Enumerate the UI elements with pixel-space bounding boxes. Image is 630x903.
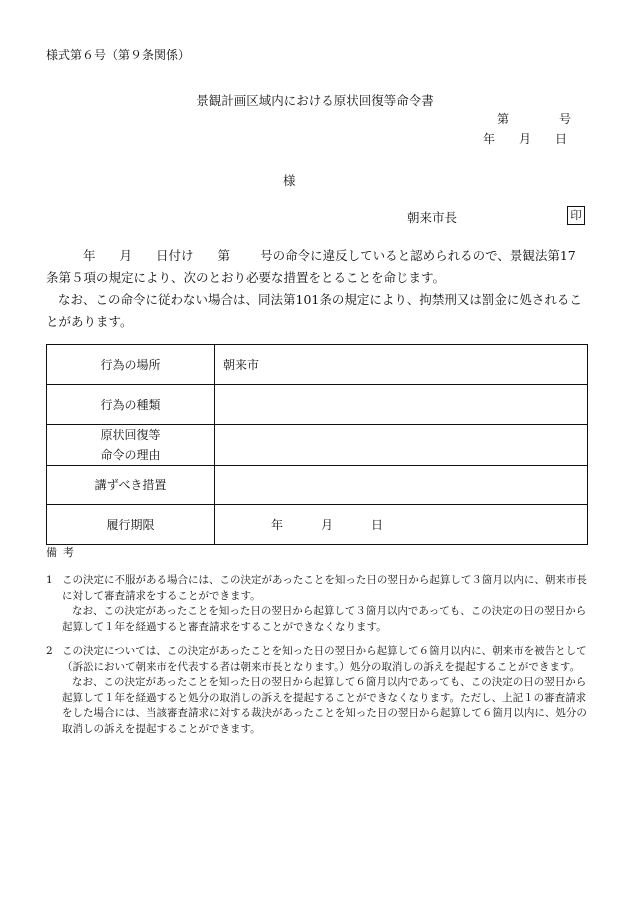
place-value: 朝来市 bbox=[215, 345, 588, 385]
order-year: 年 bbox=[83, 248, 96, 263]
place-label: 行為の場所 bbox=[47, 345, 215, 385]
reason-value bbox=[215, 425, 588, 466]
order-paragraph bbox=[46, 245, 586, 289]
document-title: 景観計画区域内における原状回復等命令書 bbox=[196, 93, 434, 108]
date-day: 日 bbox=[555, 132, 568, 146]
remark-paragraph: この決定に不服がある場合には、この決定があったことを知った日の翌日から起算して３箇月以内に、朝来市長に対して審査請求をすることができます。 bbox=[62, 574, 587, 602]
document-number-suffix: 号 bbox=[559, 112, 572, 126]
table-row bbox=[47, 385, 588, 425]
remark-number: 2 bbox=[46, 645, 53, 657]
addressee-honorific: 様 bbox=[283, 173, 296, 188]
order-table bbox=[46, 344, 588, 545]
penalty-paragraph: なお、この命令に従わない場合は、同法第101条の規定により、拘禁刑又は罰金に処されることがあります。 bbox=[46, 292, 582, 329]
table-row bbox=[47, 505, 588, 545]
table-row bbox=[47, 425, 588, 466]
act-type-value bbox=[215, 385, 588, 425]
remark-paragraph: なお、この決定があったことを知った日の翌日から起算して３箇月以内であっても、この決定の日の翌日から起算して１年を経過すると審査請求をすることができなくなります。 bbox=[62, 605, 587, 633]
seal-mark: 印 bbox=[567, 206, 585, 225]
document-date bbox=[483, 130, 567, 147]
measures-label: 講ずべき措置 bbox=[47, 466, 215, 505]
remark-paragraph: この決定については、この決定があったことを知った日の翌日から起算して６箇月以内に、朝来市を被告として（訴訟において朝来市を代表する者は朝来市長となります。）処分の取消しの訴えを提起することができます。 bbox=[62, 645, 587, 673]
remark-number: 1 bbox=[46, 574, 53, 586]
date-year: 年 bbox=[483, 132, 496, 146]
remarks-heading: 備考 bbox=[46, 546, 80, 559]
deadline-year: 年 bbox=[271, 518, 284, 532]
act-type-label: 行為の種類 bbox=[47, 385, 215, 425]
deadline-day: 日 bbox=[371, 518, 384, 532]
order-month: 月 bbox=[119, 248, 133, 263]
table-row bbox=[47, 345, 588, 385]
reason-label-line1: 原状回復等 bbox=[100, 428, 161, 442]
deadline-value bbox=[215, 505, 588, 545]
order-body bbox=[46, 245, 586, 333]
remark-item bbox=[46, 644, 588, 737]
document-number-prefix: 第 bbox=[497, 112, 510, 126]
measures-value bbox=[215, 466, 588, 505]
table-row bbox=[47, 466, 588, 505]
reason-label-line2: 命令の理由 bbox=[100, 448, 161, 462]
document-number bbox=[497, 110, 571, 127]
order-no-prefix: 第 bbox=[217, 248, 231, 263]
remark-item bbox=[46, 573, 588, 635]
remark-paragraph: なお、この決定があったことを知った日の翌日から起算して６箇月以内であっても、この決定の日の翌日から起算して１年を経過すると処分の取消しの訴えを提起することができなくなります。ただし、上記１の審査請求をした場合には、当該審査請求に対する裁決があったことを知った日の翌日から起算して６箇月以内に、処分の取消しの訴えを提起することができます。 bbox=[62, 676, 587, 735]
order-day: 日付け bbox=[156, 248, 194, 263]
form-number: 様式第６号（第９条関係） bbox=[46, 48, 191, 62]
deadline-label: 履行期限 bbox=[47, 505, 215, 545]
reason-label bbox=[47, 425, 215, 466]
issuer-name: 朝来市長 bbox=[407, 210, 458, 225]
order-text-rest: 号の命令に違反していると認められるので、景観法第17条第５項の規定により、次のとおり必要な措置をとることを命じます。 bbox=[46, 248, 576, 285]
date-month: 月 bbox=[519, 132, 532, 146]
deadline-month: 月 bbox=[321, 518, 334, 532]
